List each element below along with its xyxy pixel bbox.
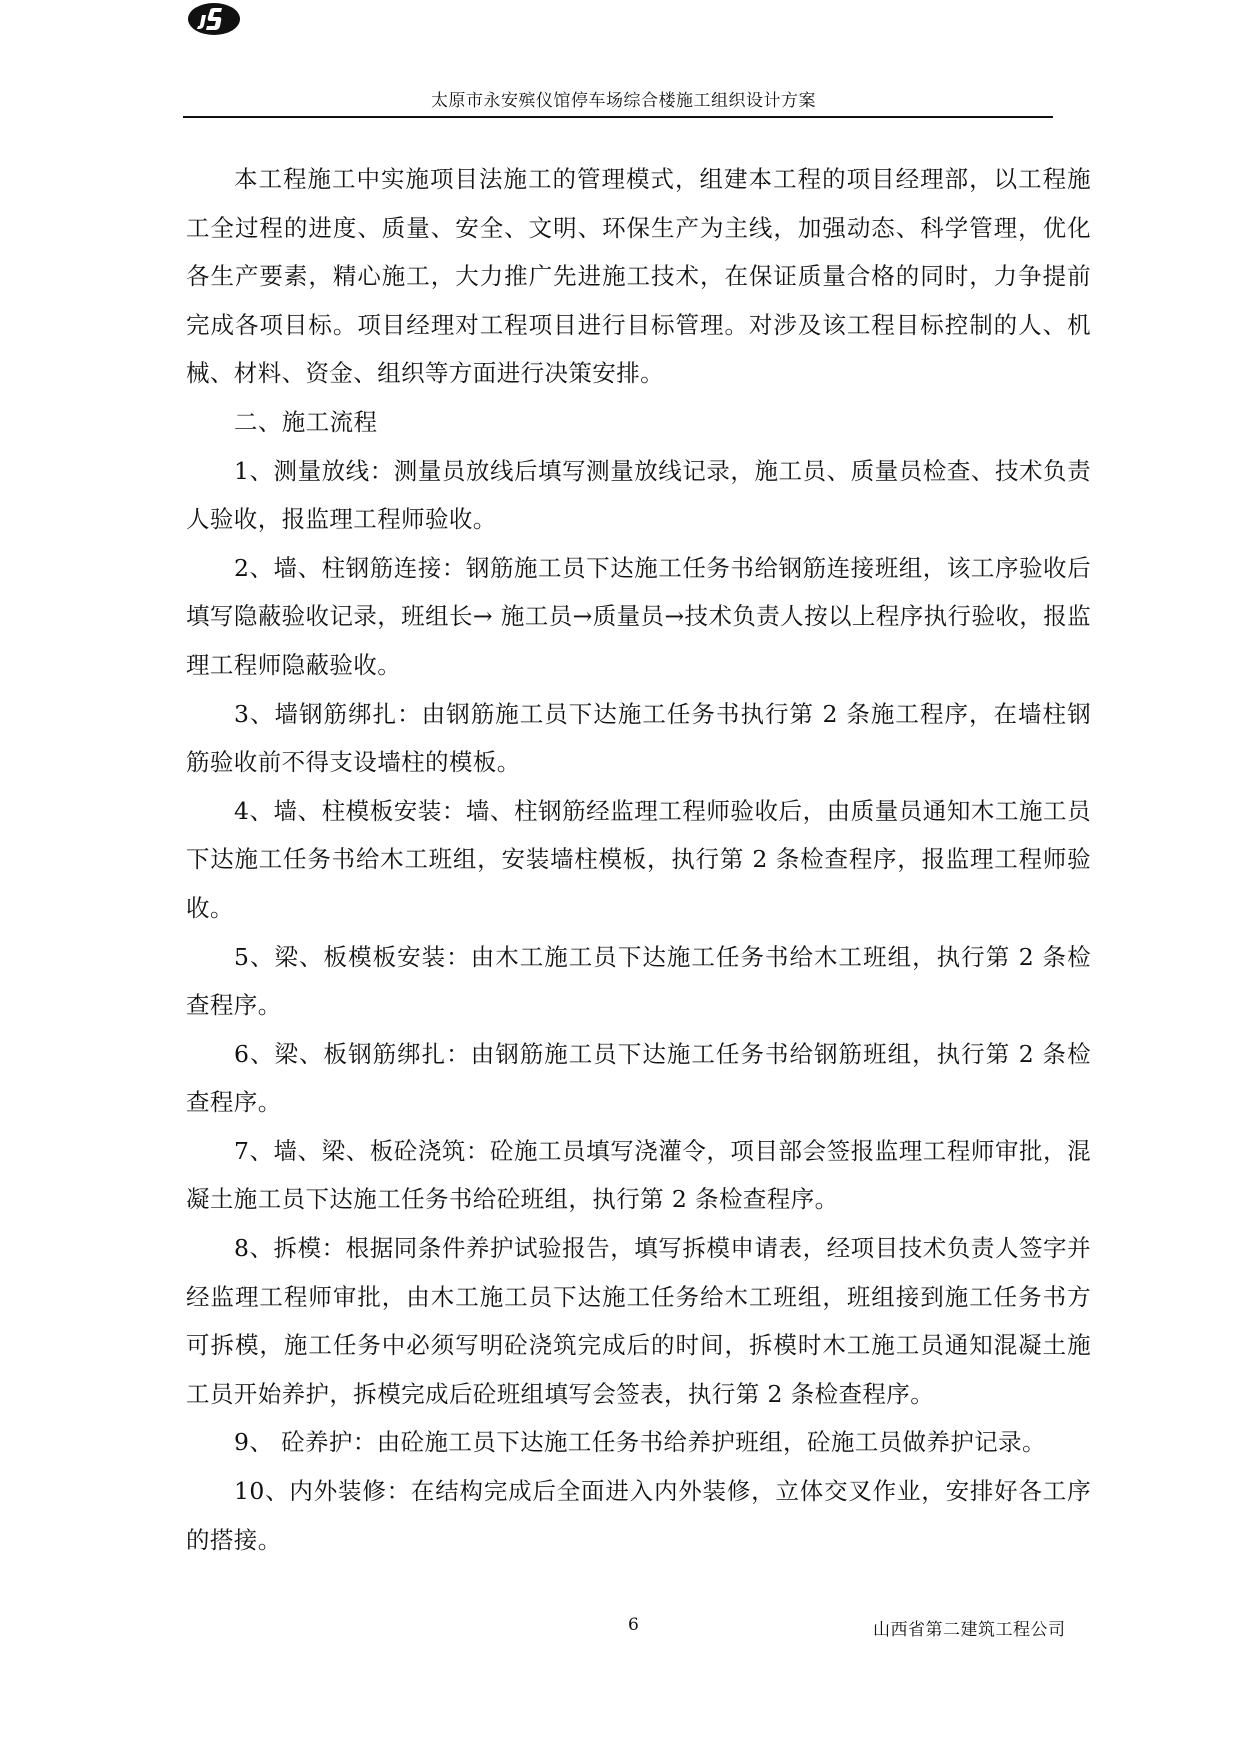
list-item: 5、梁、板模板安装：由木工施工员下达施工任务书给木工班组，执行第 2 条检查程序。 <box>186 942 1091 1020</box>
section-heading: 二、施工流程 <box>234 407 378 436</box>
company-logo-icon <box>186 1 242 37</box>
list-item: 3、墙钢筋绑扎：由钢筋施工员下达施工任务书执行第 2 条施工程序，在墙柱钢筋验收前不得支设墙柱的模板。 <box>186 699 1091 777</box>
list-item: 10、内外装修：在结构完成后全面进入内外装修，立体交叉作业，安排好各工序的搭接。 <box>186 1477 1091 1554</box>
body-text <box>186 155 1091 1564</box>
header-title: 太原市永安殡仪馆停车场综合楼施工组织设计方案 <box>431 91 816 111</box>
footer-company: 山西省第二建筑工程公司 <box>873 1620 1066 1640</box>
page-number: 6 <box>628 1615 639 1635</box>
list-item: 2、墙、柱钢筋连接：钢筋施工员下达施工任务书给钢筋连接班组，该工序验收后填写隐蔽验收记录，班组长→ 施工员→质量员→技术负责人按以上程序执行验收，报监理工程师隐蔽验收。 <box>186 553 1091 679</box>
list-item: 7、墙、梁、板砼浇筑：砼施工员填写浇灌令，项目部会签报监理工程师审批，混凝土施工员下达施工任务书给砼班组，执行第 2 条检查程序。 <box>186 1136 1091 1214</box>
list-item: 8、拆模：根据同条件养护试验报告，填写拆模申请表，经项目技术负责人签字并经监理工程师审批，由木工施工员下达施工任务给木工班组，班组接到施工任务书方可拆模，施工任务中必须写明砼浇筑完成后的时间，拆模时木工施工员通知混凝土施工员开始养护，拆模完成后砼班组填写会签表，执行第 2 条检查程序。 <box>186 1234 1091 1408</box>
paragraph-intro: 本工程施工中实施项目法施工的管理模式，组建本工程的项目经理部，以工程施工全过程的进度、质量、安全、文明、环保生产为主线，加强动态、科学管理，优化各生产要素，精心施工，大力推广先进施工技术，在保证质量合格的同时，力争提前完成各项目标。项目经理对工程项目进行目标管理。对涉及该工程目标控制的人、机械、材料、资金、组织等方面进行决策安排。 <box>186 165 1091 388</box>
list-item: 6、梁、板钢筋绑扎：由钢筋施工员下达施工任务书给钢筋班组，执行第 2 条检查程序。 <box>186 1039 1091 1117</box>
list-item: 1、测量放线：测量员放线后填写测量放线记录，施工员、质量员检查、技术负责人验收，报监理工程师验收。 <box>186 456 1091 534</box>
list-item: 4、墙、柱模板安装：墙、柱钢筋经监理工程师验收后，由质量员通知木工施工员下达施工任务书给木工班组，安装墙柱模板，执行第 2 条检查程序，报监理工程师验收。 <box>186 796 1091 922</box>
list-item: 9、 砼养护：由砼施工员下达施工任务书给养护班组，砼施工员做养护记录。 <box>234 1428 1046 1457</box>
header-divider <box>183 116 1053 118</box>
